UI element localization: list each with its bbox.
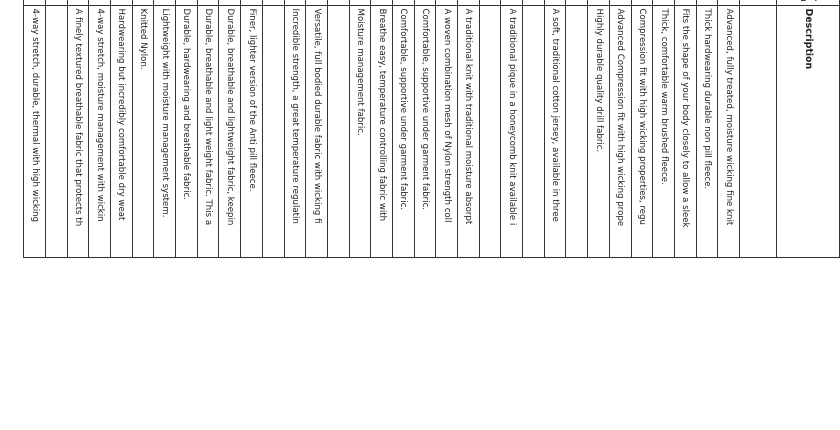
table-row bbox=[414, 0, 436, 258]
description-cell: 4-way stretch, durable, thermal with high wicking bbox=[24, 5, 46, 257]
description-cell bbox=[740, 5, 777, 257]
table-row bbox=[501, 0, 523, 258]
description-cell: A traditional pique in a honeycomb knit available i bbox=[501, 5, 523, 257]
description-cell: Lightweight with moisture management system. bbox=[154, 5, 176, 257]
header-description: Description bbox=[777, 5, 840, 257]
table-row bbox=[588, 0, 610, 258]
description-cell bbox=[46, 5, 68, 257]
table-row bbox=[306, 0, 328, 258]
table-row bbox=[696, 0, 718, 258]
table-row bbox=[653, 0, 675, 258]
table-row bbox=[674, 0, 696, 258]
description-cell bbox=[566, 5, 588, 257]
table-row bbox=[241, 0, 263, 258]
description-cell: Durable, breathable and lightweight fabric, keepin bbox=[219, 5, 241, 257]
table-row bbox=[393, 0, 415, 258]
table-row bbox=[24, 0, 46, 258]
description-cell bbox=[479, 5, 501, 257]
table-row bbox=[718, 0, 740, 258]
table-row bbox=[46, 0, 68, 258]
table-row bbox=[89, 0, 111, 258]
table-row bbox=[111, 0, 133, 258]
description-cell: Comfortable, supportive under garment fabric. bbox=[414, 5, 436, 257]
table-row bbox=[197, 0, 219, 258]
description-cell: Breathe easy, temperature controlling fabric with bbox=[371, 5, 393, 257]
table-row bbox=[154, 0, 176, 258]
table-row bbox=[566, 0, 588, 258]
table-row bbox=[544, 0, 566, 258]
table-row bbox=[262, 0, 284, 258]
description-cell: Durable, breathable and light weight fabric. This a bbox=[197, 5, 219, 257]
table-row bbox=[479, 0, 501, 258]
table-row bbox=[631, 0, 653, 258]
description-cell: Durable, hardwearing and breathable fabric. bbox=[176, 5, 198, 257]
description-cell: Comfortable, supportive under garment fabric. bbox=[393, 5, 415, 257]
table-row bbox=[349, 0, 371, 258]
description-cell: Fits the shape of your body closely to allow a sleek bbox=[674, 5, 696, 257]
table-row bbox=[284, 0, 306, 258]
description-cell: Knitted Nylon. bbox=[132, 5, 154, 257]
description-cell: Highly durable quality drill fabric. bbox=[588, 5, 610, 257]
description-cell: A finely textured breathable fabric that protects th bbox=[67, 5, 89, 257]
description-cell bbox=[523, 5, 545, 257]
table-row bbox=[327, 0, 349, 258]
description-cell: Moisture management fabric. bbox=[349, 5, 371, 257]
description-cell bbox=[327, 5, 349, 257]
table-row bbox=[609, 0, 631, 258]
table-body bbox=[24, 0, 777, 258]
description-cell: Thick, comfortable warm brushed fleece. bbox=[653, 5, 675, 257]
table-row bbox=[132, 0, 154, 258]
table-row bbox=[523, 0, 545, 258]
description-cell: Versatile, full bodied durable fabric with wicking fi bbox=[306, 5, 328, 257]
description-cell: A woven combination mesh of Nylon strength coll bbox=[436, 5, 458, 257]
description-cell: Compression fit with high wicking properties, regu bbox=[631, 5, 653, 257]
description-cell: Hardwearing but incredibly comfortable dry weat bbox=[111, 5, 133, 257]
description-cell: A traditional knit with traditional moisture absorpt bbox=[458, 5, 480, 257]
table-row bbox=[436, 0, 458, 258]
description-cell: Incredible strength, a great temperature regulatin bbox=[284, 5, 306, 257]
description-cell: Advanced, fully treated, moisture wicking fine knit bbox=[718, 5, 740, 257]
table-row bbox=[458, 0, 480, 258]
fabric-spec-table bbox=[23, 0, 840, 258]
table-row bbox=[371, 0, 393, 258]
header-row bbox=[777, 0, 840, 258]
description-cell: Advanced Compression fit with high wicking prope bbox=[609, 5, 631, 257]
table-row bbox=[176, 0, 198, 258]
table-row bbox=[219, 0, 241, 258]
description-cell: A soft, traditional cotton jersey, available in three bbox=[544, 5, 566, 257]
description-cell: Finer, lighter version of the Anti pill fleece. bbox=[241, 5, 263, 257]
table-row bbox=[740, 0, 777, 258]
description-cell: Thick hardwearing durable non pill fleece. bbox=[696, 5, 718, 257]
description-cell bbox=[262, 5, 284, 257]
description-cell: 4-way stretch, moisture management with wickin bbox=[89, 5, 111, 257]
table-row bbox=[67, 0, 89, 258]
